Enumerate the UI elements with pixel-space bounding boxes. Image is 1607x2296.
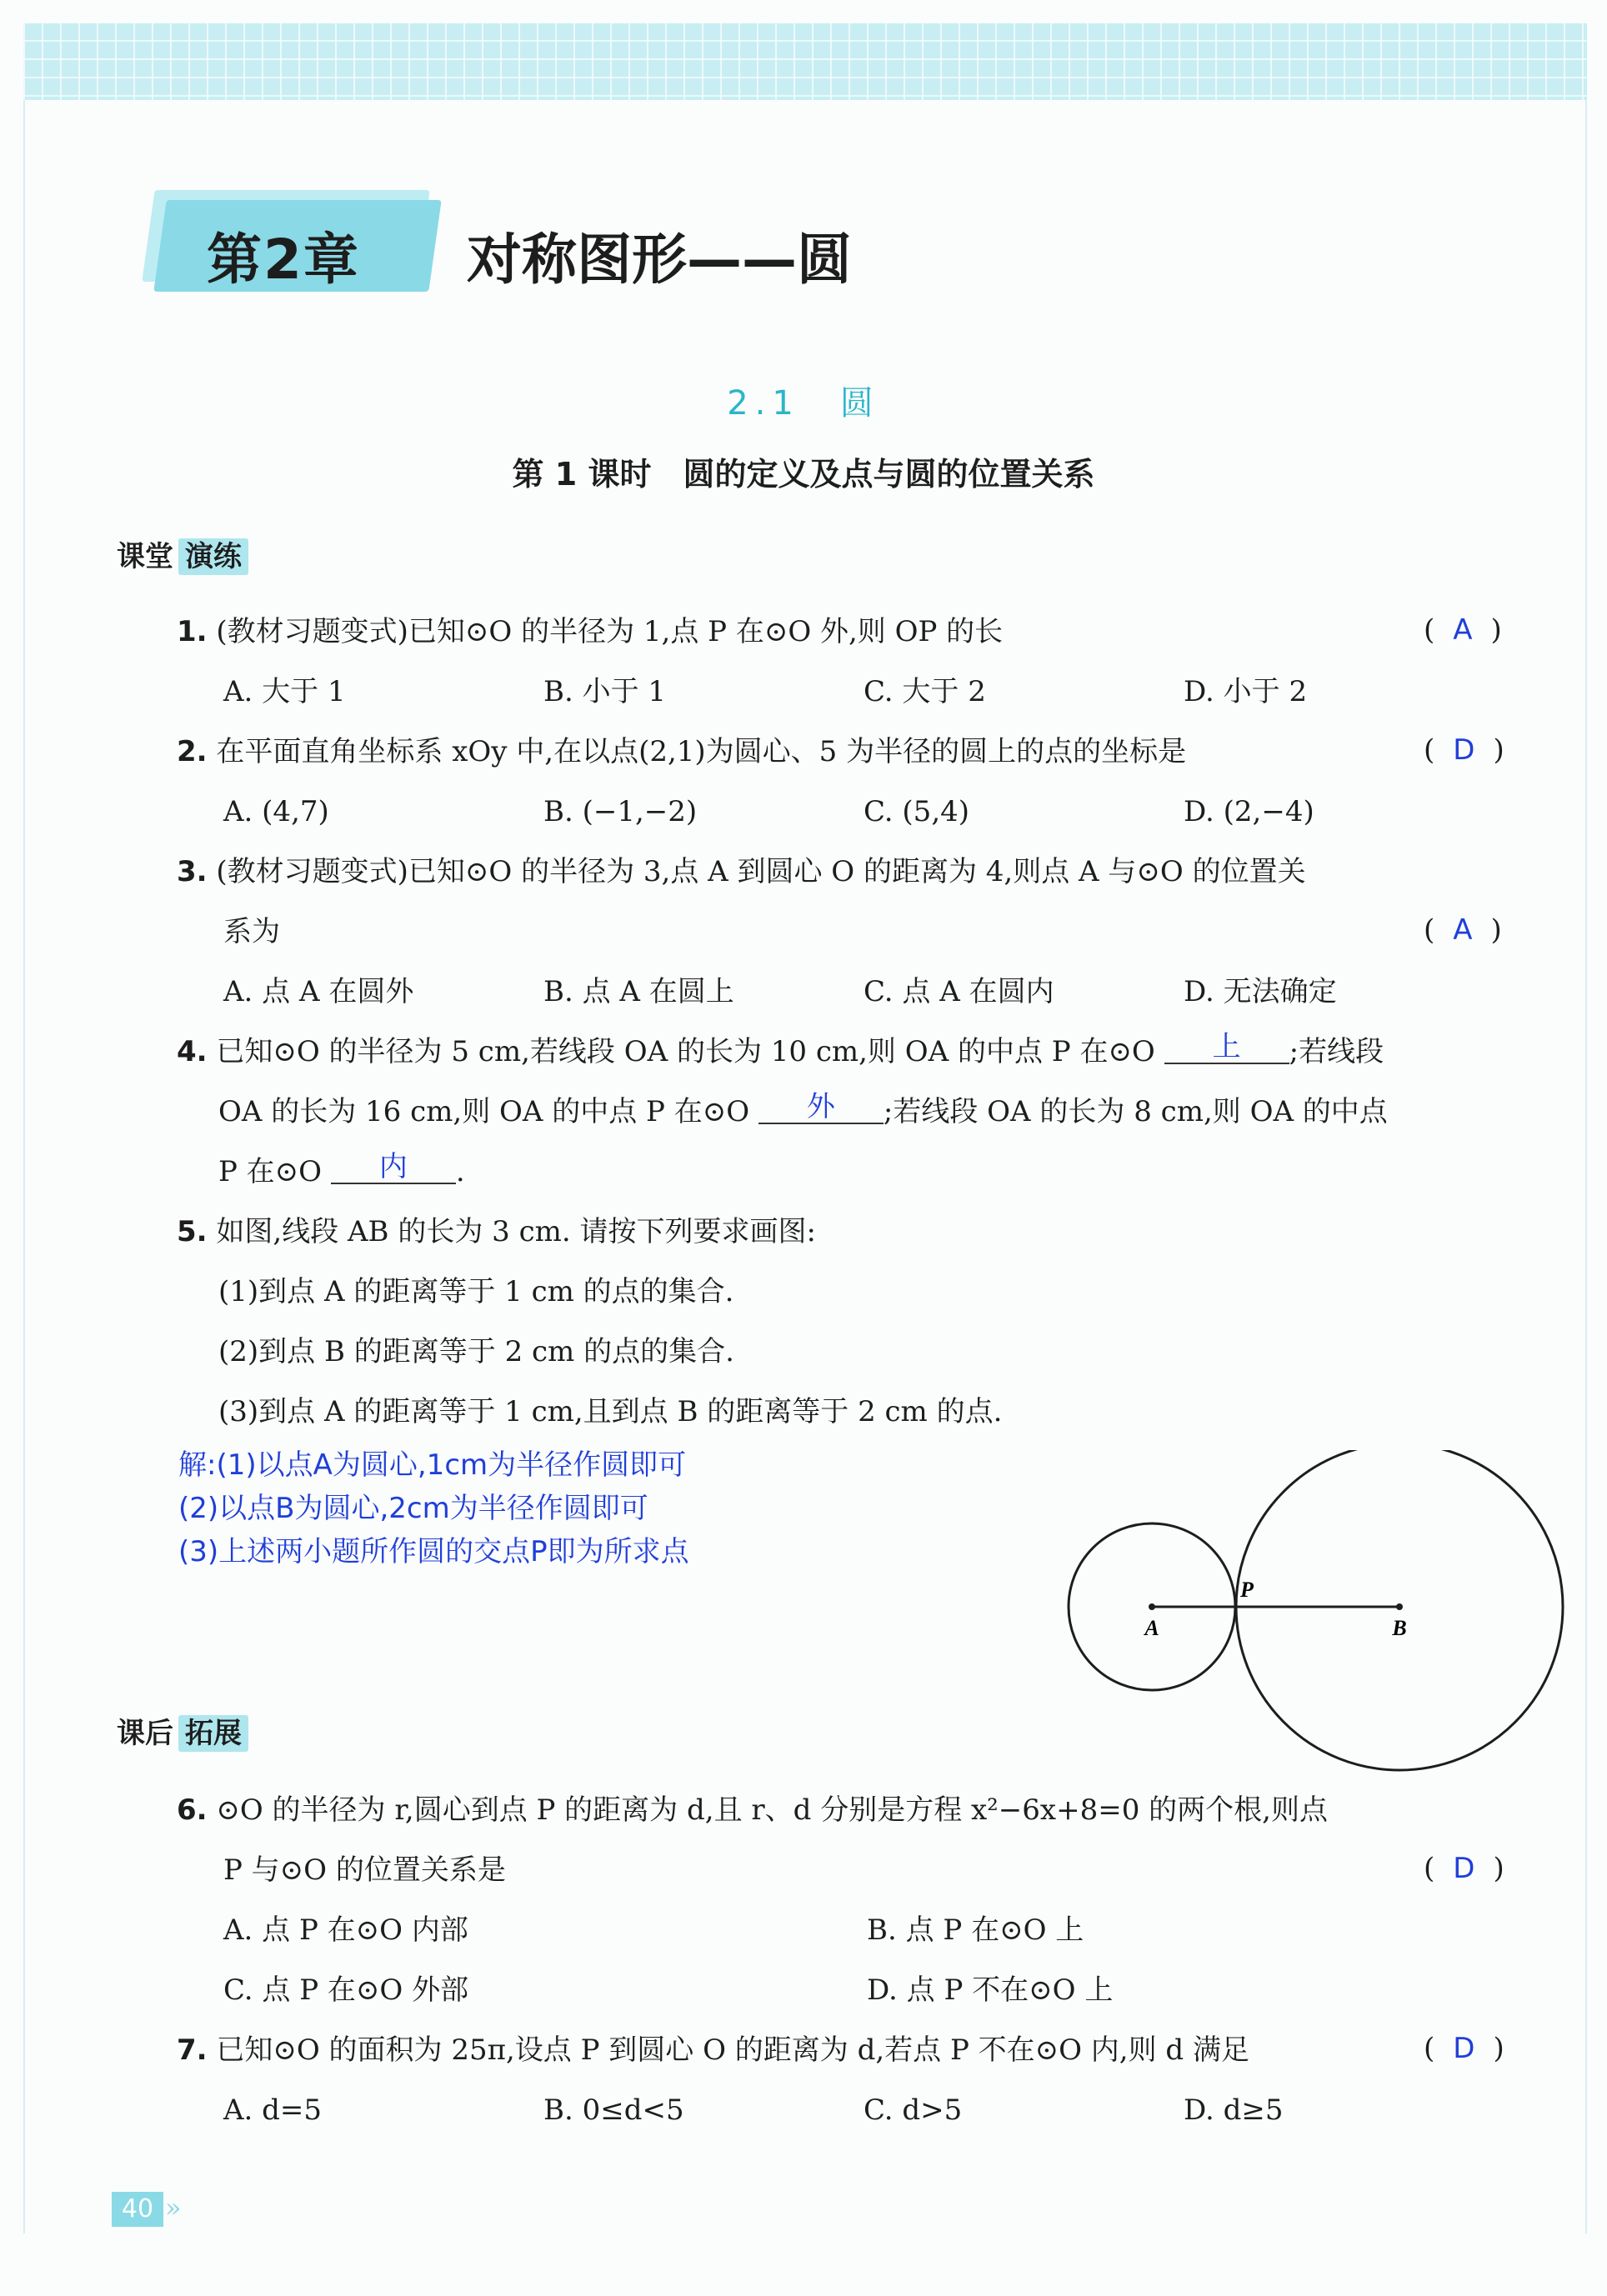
q5-sub-2: (2)到点 B 的距离等于 2 cm 的点的集合. — [218, 1335, 734, 1368]
question-number: 4. — [177, 1035, 208, 1068]
answer-bracket-6: ( D ) — [1424, 1852, 1504, 1885]
question-text: 如图,线段 AB 的长为 3 cm. 请按下列要求画图: — [216, 1215, 816, 1248]
question-3-cont: 系为 — [223, 915, 280, 948]
q3-option-a: A. 点 A 在圆外 — [223, 975, 414, 1008]
q3-option-c: C. 点 A 在圆内 — [864, 975, 1054, 1008]
tag-prefix: 课堂 — [117, 540, 173, 573]
q2-option-a: A. (4,7) — [223, 795, 329, 828]
point-b-dot — [1396, 1603, 1403, 1610]
q1-option-b: B. 小于 1 — [543, 675, 667, 708]
question-text: (教材习题变式)已知⊙O 的半径为 3,点 A 到圆心 O 的距离为 4,则点 A 与⊙O 的位置关 — [216, 855, 1306, 888]
question-number: 7. — [177, 2033, 208, 2067]
question-number: 3. — [177, 855, 208, 888]
q5-sub-3: (3)到点 A 的距离等于 1 cm,且到点 B 的距离等于 2 cm 的点. — [218, 1395, 1003, 1428]
question-number: 6. — [177, 1793, 208, 1827]
q2-option-b: B. (−1,−2) — [543, 795, 698, 828]
question-text: ;若线段 — [1289, 1035, 1384, 1068]
label-a: A — [1144, 1616, 1159, 1640]
question-text: (教材习题变式)已知⊙O 的半径为 1,点 P 在⊙O 外,则 OP 的长 — [216, 615, 1004, 648]
question-text: 已知⊙O 的半径为 5 cm,若线段 OA 的长为 10 cm,则 OA 的中点 P 在⊙O — [216, 1035, 1155, 1068]
question-text: OA 的长为 16 cm,则 OA 的中点 P 在⊙O — [218, 1095, 750, 1128]
lesson-title: 第 1 课时 圆的定义及点与圆的位置关系 — [512, 456, 1095, 493]
question-number: 2. — [177, 735, 208, 768]
q6-option-c: C. 点 P 在⊙O 外部 — [223, 1973, 469, 2007]
page-number: 40 — [112, 2192, 163, 2227]
page-arrow-icon: » — [165, 2192, 182, 2223]
circles-figure — [1059, 1450, 1575, 1783]
answer-bracket-7: ( D ) — [1424, 2032, 1504, 2065]
point-a-dot — [1149, 1603, 1155, 1610]
tag-prefix: 课后 — [117, 1717, 173, 1750]
solution-line-1: 解:(1)以点A为圆心,1cm为半径作圆即可 — [178, 1448, 687, 1482]
question-3 — [177, 853, 1306, 890]
question-number: 5. — [177, 1215, 208, 1248]
solution-line-3: (3)上述两小题所作圆的交点P即为所求点 — [178, 1535, 689, 1568]
question-text: 已知⊙O 的面积为 25π,设点 P 到圆心 O 的距离为 d,若点 P 不在⊙O 内,则 d 满足 — [216, 2033, 1249, 2067]
question-text: . — [455, 1155, 465, 1188]
question-text: P 在⊙O — [218, 1155, 323, 1188]
question-1 — [177, 613, 1003, 650]
q1-option-c: C. 大于 2 — [864, 675, 986, 708]
tag-highlight: 演练 — [178, 538, 248, 575]
question-4-line-2 — [218, 1090, 1388, 1130]
answer: D — [1453, 1852, 1475, 1885]
q2-option-d: D. (2,−4) — [1184, 795, 1314, 828]
answer-bracket-1: ( A ) — [1424, 613, 1502, 647]
answer-bracket-3: ( A ) — [1424, 913, 1502, 947]
solution-line-2: (2)以点B为圆心,2cm为半径作圆即可 — [178, 1492, 648, 1525]
question-2 — [177, 733, 1186, 770]
answer: D — [1453, 733, 1475, 767]
question-5 — [177, 1213, 816, 1250]
q6-option-d: D. 点 P 不在⊙O 上 — [867, 1973, 1114, 2007]
fill-blank-3: 内 — [331, 1151, 456, 1184]
tag-highlight: 拓展 — [178, 1715, 248, 1752]
q6-option-b: B. 点 P 在⊙O 上 — [867, 1913, 1084, 1947]
fill-blank-2: 外 — [758, 1091, 884, 1124]
answer: A — [1453, 613, 1473, 647]
top-decorative-band — [23, 23, 1587, 100]
question-7 — [177, 2032, 1249, 2068]
answer-bracket-2: ( D ) — [1424, 733, 1504, 767]
question-6 — [177, 1792, 1328, 1828]
question-4 — [177, 1030, 1384, 1070]
section-tag-classroom — [117, 533, 248, 574]
answer: D — [1453, 2032, 1475, 2065]
chapter-title: 对称图形——圆 — [467, 228, 852, 292]
q5-sub-1: (1)到点 A 的距离等于 1 cm 的点的集合. — [218, 1275, 734, 1308]
q7-option-d: D. d≥5 — [1184, 2093, 1284, 2127]
fill-blank-1: 上 — [1164, 1031, 1289, 1064]
q3-option-b: B. 点 A 在圆上 — [543, 975, 734, 1008]
question-text: ;若线段 OA 的长为 8 cm,则 OA 的中点 — [883, 1095, 1388, 1128]
question-number: 1. — [177, 615, 208, 648]
question-6-cont: P 与⊙O 的位置关系是 — [223, 1853, 506, 1887]
question-4-line-3 — [218, 1150, 465, 1190]
q7-option-b: B. 0≤d<5 — [543, 2093, 684, 2127]
q1-option-a: A. 大于 1 — [223, 675, 346, 708]
q3-option-d: D. 无法确定 — [1184, 975, 1337, 1008]
answer: A — [1453, 913, 1473, 947]
q2-option-c: C. (5,4) — [864, 795, 970, 828]
q7-option-c: C. d>5 — [864, 2093, 963, 2127]
section-tag-after-class — [117, 1710, 248, 1751]
q7-option-a: A. d=5 — [223, 2093, 323, 2127]
label-b: B — [1392, 1616, 1407, 1640]
q1-option-d: D. 小于 2 — [1184, 675, 1308, 708]
q6-option-a: A. 点 P 在⊙O 内部 — [223, 1913, 468, 1947]
label-p: P — [1240, 1578, 1254, 1602]
section-title: 2.1 圆 — [727, 384, 880, 423]
question-text: 在平面直角坐标系 xOy 中,在以点(2,1)为圆心、5 为半径的圆上的点的坐标是 — [216, 735, 1187, 768]
chapter-label: 第2章 — [207, 228, 360, 292]
question-text: ⊙O 的半径为 r,圆心到点 P 的距离为 d,且 r、d 分别是方程 x²−6x+8=0 的两个根,则点 — [216, 1793, 1328, 1827]
